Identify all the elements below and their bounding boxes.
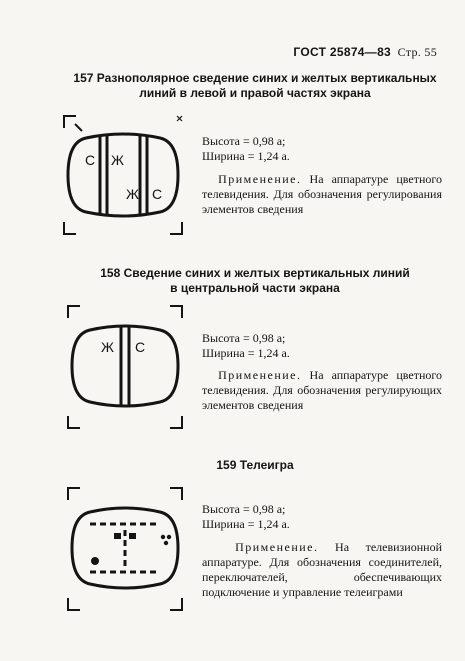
screen-outline (68, 134, 178, 216)
game-block (114, 533, 121, 539)
frame-corner (68, 416, 80, 428)
item-157-description: Применение. На аппаратуре цветного телевидения. Для обозначения регулирования элементов сведения (202, 172, 443, 216)
item-157-dimensions: Высота = 0,98 а; Ширина = 1,24 а. (202, 134, 290, 163)
letter-c: С (135, 339, 146, 355)
item-158-dimensions: Высота = 0,98 а; Ширина = 1,24 а. (202, 331, 290, 360)
score-dot (164, 541, 168, 545)
frame-corner (170, 598, 182, 610)
item-158-symbol (58, 300, 193, 435)
frame-corner (68, 598, 80, 610)
frame-corner (68, 488, 80, 500)
letter-zh: Ж (126, 186, 139, 202)
item-158-title: 158 Сведение синих и желтых вертикальных линий в центральной части экрана (100, 266, 410, 295)
score-dot (167, 535, 171, 539)
item-159-symbol (58, 480, 193, 620)
frame-corner (64, 116, 76, 128)
letter-zh: Ж (101, 339, 114, 355)
frame-corner (170, 416, 182, 428)
page-header (293, 45, 437, 60)
screen-outline (72, 508, 178, 588)
item-159-description: Применение. На телевизионной аппаратуре. Для обозначения соединителей, переключателей, обеспечивающих подключение и управление телеиграми (202, 540, 442, 599)
item-159-title: 159 Телеигра (216, 458, 294, 472)
frame-corner (64, 222, 76, 234)
letter-c: С (152, 186, 163, 202)
page-number: Стр. 55 (397, 45, 437, 59)
item-158-description: Применение. На аппаратуре цветного телевидения. Для обозначения регулирующих элементов сведения (202, 368, 443, 412)
frame-corner (170, 306, 182, 318)
item-157-title: 157 Разнополярное сведение синих и желтых вертикальных линий в левой и правой частях экрана (73, 71, 437, 100)
game-block (129, 533, 136, 539)
standard-number: ГОСТ 25874—83 (293, 45, 392, 59)
item-157-symbol (58, 110, 193, 240)
frame-corner (170, 222, 182, 234)
game-ball (91, 557, 99, 565)
letter-c: С (85, 152, 96, 168)
letter-zh: Ж (111, 152, 124, 168)
score-dot (161, 535, 165, 539)
frame-corner (68, 306, 80, 318)
screen-outline (72, 326, 178, 406)
frame-corner (170, 488, 182, 500)
item-159-dimensions: Высота = 0,98 а; Ширина = 1,24 а. (202, 502, 290, 531)
